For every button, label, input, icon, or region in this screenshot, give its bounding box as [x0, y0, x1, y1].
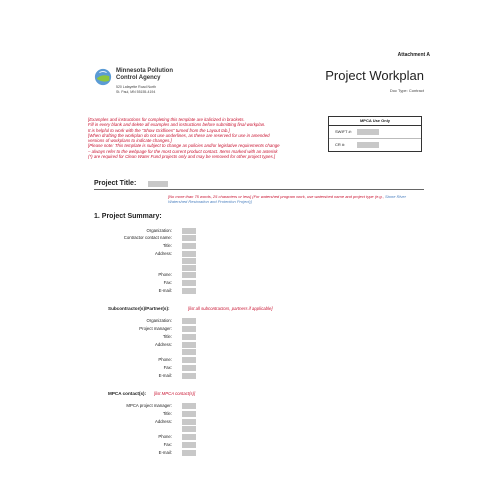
mpca-globe-icon: [94, 68, 112, 86]
subcontractor-label: Subcontractor(s)/Partner(s):: [108, 306, 170, 311]
field-label: Organization:: [146, 318, 172, 323]
use-only-row: SWIFT #:: [329, 126, 421, 139]
title-note: [No more than 75 words, 25 characters or less] (For watershed program work, use watershed name and project type (e.g., Stone River Watershed Restoration and Protection Project)]: [168, 194, 406, 204]
field-label: Organization:: [146, 228, 172, 233]
sub-address-field[interactable]: [182, 342, 196, 348]
swift-field[interactable]: [357, 129, 379, 135]
attachment-label: Attachment A: [397, 52, 430, 58]
title-field[interactable]: [182, 243, 196, 249]
section-heading: 1. Project Summary:: [94, 213, 162, 220]
field-label: Address:: [155, 251, 172, 256]
field-label: Project manager:: [139, 326, 172, 331]
field-label: Phone:: [158, 357, 172, 362]
mpca-address-field[interactable]: [182, 419, 196, 425]
address-field[interactable]: [182, 251, 196, 257]
use-only-heading: MPCA Use Only: [329, 117, 421, 126]
field-label: Fax:: [163, 280, 172, 285]
instructions-block: [Examples and instructions for completing this template are italicized in brackets. Fill in every blank and delete all examples and instructions before submitting final workplan. It is helpful to work with the "Show Gridlines" turned from the Layout tab.] [When drafting the workplan do not use underlines, as these are reserved for use in amended versions of workplans to indicate changes.] [Please note: This template is subject to change as policies and/or legislative requirements change – always refer to the webpage for the most current product contact. Items marked with an asterisk (*) are required for Clean Water Fund projects only and may be removed for other project types.]: [88, 117, 280, 160]
mpca-title-field[interactable]: [182, 411, 196, 417]
email-field[interactable]: [182, 288, 196, 294]
address-field-3[interactable]: [182, 265, 196, 271]
mpca-email-field[interactable]: [182, 450, 196, 456]
doc-type: Doc Type: Contract: [389, 88, 424, 93]
agency-name: Minnesota Pollution Control Agency: [116, 68, 173, 81]
document-title: Project Workplan: [325, 68, 424, 83]
mpca-manager-field[interactable]: [182, 403, 196, 409]
field-label: Title:: [162, 411, 172, 416]
mpca-contact-label: MPCA contact(s):: [108, 391, 147, 396]
field-label: Phone:: [158, 272, 172, 277]
field-label: E-mail:: [158, 450, 172, 455]
sub-organization-field[interactable]: [182, 318, 196, 324]
address-field-2[interactable]: [182, 258, 196, 264]
sub-email-field[interactable]: [182, 373, 196, 379]
field-label: E-mail:: [158, 373, 172, 378]
mpca-phone-field[interactable]: [182, 434, 196, 440]
field-label: E-mail:: [158, 288, 172, 293]
cr-field[interactable]: [357, 142, 379, 148]
field-label: MPCA project manager:: [126, 403, 172, 408]
workplan-document: [78, 46, 430, 466]
field-label: Address:: [155, 419, 172, 424]
fax-field[interactable]: [182, 280, 196, 286]
sub-manager-field[interactable]: [182, 326, 196, 332]
field-label: Contractor contact name:: [123, 235, 172, 240]
project-title-field[interactable]: [148, 181, 168, 187]
field-label: Fax:: [163, 365, 172, 370]
subcontractor-note: [list all subcontractors, partners if applicable]: [188, 306, 273, 311]
field-label: Title:: [162, 243, 172, 248]
mpca-address-field-2[interactable]: [182, 426, 196, 432]
field-label: Phone:: [158, 434, 172, 439]
mpca-use-only-box: [328, 116, 422, 152]
project-title-label: Project Title:: [94, 180, 137, 187]
mpca-contact-note: [list MPCA contact(s)]: [154, 391, 196, 396]
field-label: Fax:: [163, 442, 172, 447]
field-label: Address:: [155, 342, 172, 347]
organization-field[interactable]: [182, 228, 196, 234]
field-label: Title:: [162, 334, 172, 339]
mpca-fax-field[interactable]: [182, 442, 196, 448]
sub-address-field-2[interactable]: [182, 349, 196, 355]
sub-title-field[interactable]: [182, 334, 196, 340]
sub-fax-field[interactable]: [182, 365, 196, 371]
contact-name-field[interactable]: [182, 235, 196, 241]
phone-field[interactable]: [182, 272, 196, 278]
use-only-row: CR #:: [329, 139, 421, 151]
agency-address: 520 Lafayette Road North St. Paul, MN 55155-4194: [116, 85, 157, 94]
divider: [94, 189, 424, 190]
sub-phone-field[interactable]: [182, 357, 196, 363]
